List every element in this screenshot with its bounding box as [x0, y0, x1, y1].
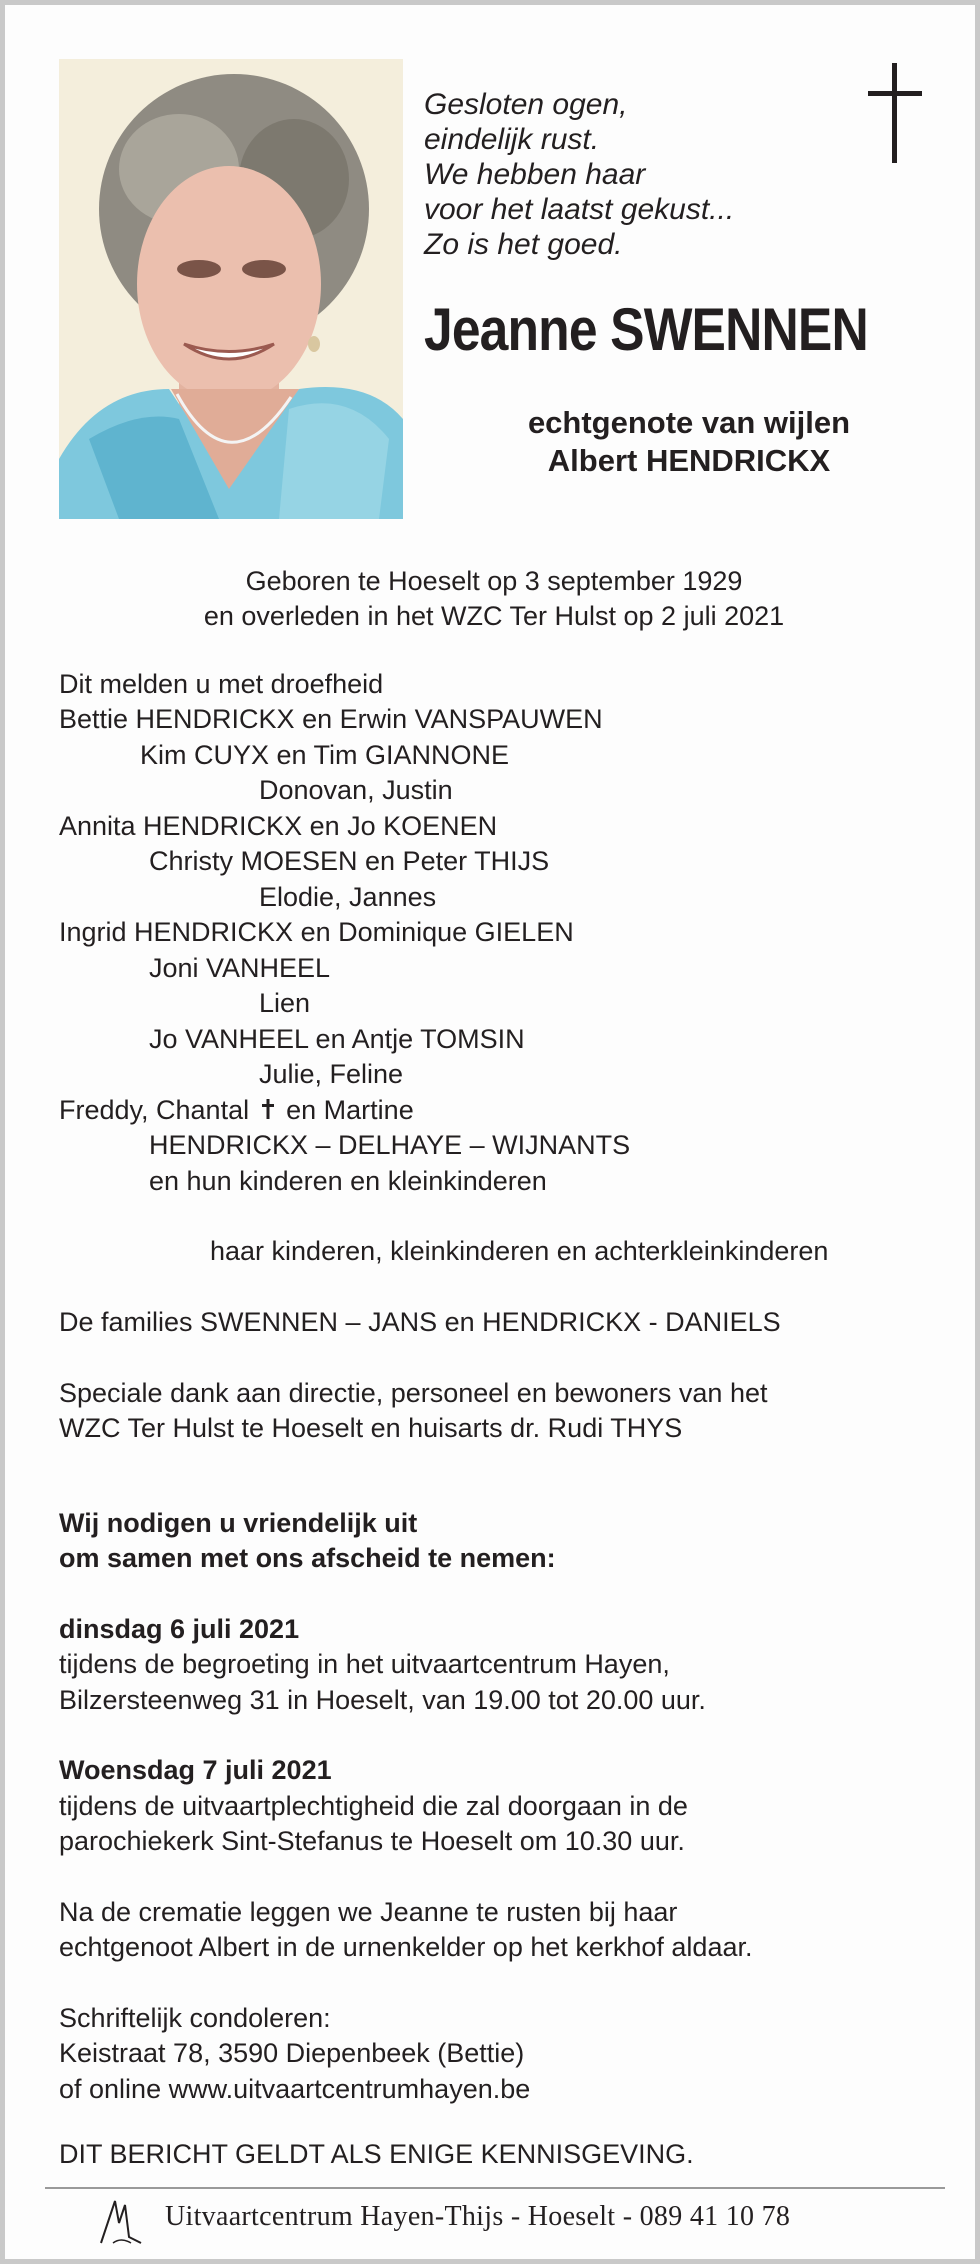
family-line-with-cross: [59, 1095, 414, 1127]
spouse-block: [424, 404, 954, 480]
condolence-address: Keistraat 78, 3590 Diepenbeek (Bettie): [59, 2038, 525, 2068]
family-names: en Martine: [286, 1095, 414, 1125]
condolence-website[interactable]: of online www.uitvaartcentrumhayen.be: [59, 2074, 531, 2104]
family-intro: Dit melden u met droefheid: [59, 669, 384, 699]
family-line: Jo VANHEEL en Antje TOMSIN: [149, 1024, 525, 1054]
invite-line: Wij nodigen u vriendelijk uit: [59, 1508, 418, 1538]
latin-cross-icon: [865, 63, 925, 168]
poem-line: We hebben haar: [424, 158, 646, 191]
poem-line: Gesloten ogen,: [424, 88, 628, 121]
footer-divider: [45, 2187, 945, 2189]
families-line: De families SWENNEN – JANS en HENDRICKX - DANIELS: [59, 1307, 781, 1337]
thanks-line: WZC Ter Hulst te Hoeselt en huisarts dr. Rudi THYS: [59, 1413, 683, 1443]
family-line: Julie, Feline: [259, 1059, 404, 1089]
family-line: Lien: [259, 988, 311, 1018]
family-line: Bettie HENDRICKX en Erwin VANSPAUWEN: [59, 704, 603, 734]
cremation-line: echtgenoot Albert in de urnenkelder op het kerkhof aldaar.: [59, 1932, 753, 1962]
event-date: dinsdag 6 juli 2021: [59, 1614, 300, 1644]
invite-line: om samen met ons afscheid te nemen:: [59, 1543, 556, 1573]
family-line: en hun kinderen en kleinkinderen: [149, 1166, 547, 1196]
family-summary: haar kinderen, kleinkinderen en achterkleinkinderen: [210, 1236, 829, 1266]
thanks-line: Speciale dank aan directie, personeel en bewoners van het: [59, 1378, 768, 1408]
family-line: Donovan, Justin: [259, 775, 453, 805]
family-line: Elodie, Jannes: [259, 882, 437, 912]
event-line: parochiekerk Sint-Stefanus te Hoeselt om 10.30 uur.: [59, 1826, 685, 1856]
condolence-line: Schriftelijk condoleren:: [59, 2003, 331, 2033]
poem-line: eindelijk rust.: [424, 123, 600, 156]
event-line: tijdens de uitvaartplechtigheid die zal doorgaan in de: [59, 1791, 688, 1821]
birth-death-info: [59, 564, 929, 634]
family-line: Ingrid HENDRICKX en Dominique GIELEN: [59, 917, 574, 947]
poem-line: voor het laatst gekust...: [424, 193, 735, 226]
funeral-home-footer: Uitvaartcentrum Hayen-Thijs - Hoeselt - 089 41 10 78: [165, 2201, 791, 2232]
family-line: HENDRICKX – DELHAYE – WIJNANTS: [149, 1130, 631, 1160]
family-names: Freddy, Chantal: [59, 1095, 250, 1125]
spouse-name: Albert HENDRICKX: [547, 443, 831, 478]
portrait-photo: [59, 59, 403, 519]
cremation-line: Na de crematie leggen we Jeanne te rusten bij haar: [59, 1897, 678, 1927]
poem-line: Zo is het goed.: [424, 228, 623, 261]
poem: [424, 87, 824, 262]
family-line: Joni VANHEEL: [149, 953, 331, 983]
family-line: Christy MOESEN en Peter THIJS: [149, 846, 550, 876]
death-line: en overleden in het WZC Ter Hulst op 2 juli 2021: [203, 601, 785, 631]
funeral-home-logo-icon: [95, 2193, 147, 2254]
family-line: Kim CUYX en Tim GIANNONE: [140, 740, 510, 770]
event-line: tijdens de begroeting in het uitvaartcentrum Hayen,: [59, 1649, 670, 1679]
event-date: Woensdag 7 juli 2021: [59, 1755, 332, 1785]
deceased-name: Jeanne SWENNEN: [424, 296, 868, 363]
deceased-cross-icon: [261, 1096, 275, 1127]
birth-line: Geboren te Hoeselt op 3 september 1929: [245, 566, 743, 596]
event-line: Bilzersteenweg 31 in Hoeselt, van 19.00 tot 20.00 uur.: [59, 1685, 706, 1715]
notice-line: DIT BERICHT GELDT ALS ENIGE KENNISGEVING.: [59, 2139, 694, 2169]
family-line: Annita HENDRICKX en Jo KOENEN: [59, 811, 498, 841]
spouse-relation: echtgenote van wijlen: [527, 405, 851, 440]
